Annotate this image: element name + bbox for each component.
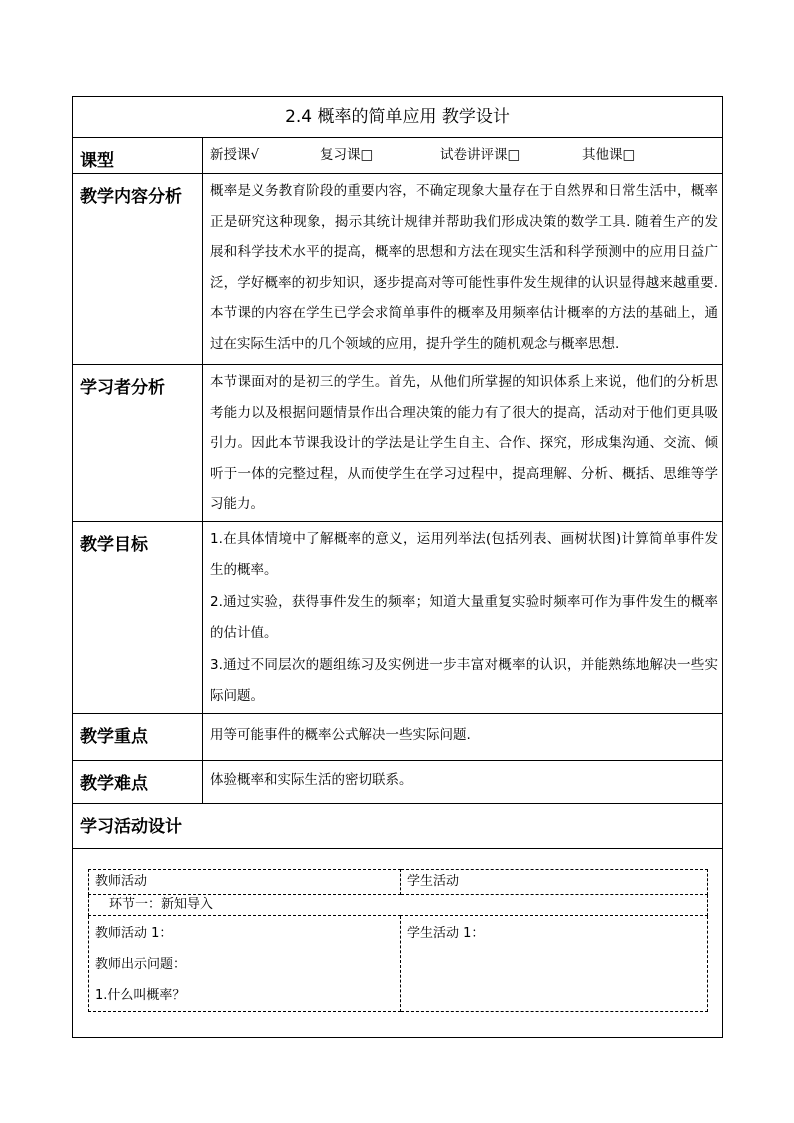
stage-label: 环节一：新知导入: [89, 895, 708, 916]
key-points-row: [73, 714, 723, 761]
content-analysis-text: 概率是义务教育阶段的重要内容，不确定现象大量存在于自然界和日常生活中，概率正是研究这种现象，揭示其统计规律并帮助我们形成决策的数学工具. 随着生产的发展和科学技术水平的提高，概率的思想和方法在现实生活和科学预测中的应用日益广泛，学好概率的初步知识，逐步提高对等可能性事件发生规律的认识显得越来越重要.本节课的内容在学生已学会求简单事件的概率及用频率估计概率的方法的基础上，通过在实际生活中的几个领域的应用，提升学生的随机观念与概率思想.: [203, 174, 723, 365]
activity-design-label: 学习活动设计: [73, 804, 723, 849]
course-type-label: 课型: [73, 138, 203, 174]
teacher-activity-line: 1.什么叫概率？: [95, 988, 186, 1003]
teacher-activity-header: 教师活动: [89, 870, 401, 895]
activity-design-header-row: [73, 804, 723, 849]
teacher-activity-cell: [89, 916, 401, 1012]
activity-table: [88, 869, 708, 1012]
learner-analysis-label: 学习者分析: [73, 365, 203, 522]
content-analysis-label: 教学内容分析: [73, 174, 203, 365]
course-type-row: [73, 138, 723, 174]
objectives-row: [73, 522, 723, 714]
objectives-list: [203, 522, 723, 714]
teacher-activity-line: 教师出示问题：: [95, 957, 187, 972]
document-title: 2.4 概率的简单应用 教学设计: [73, 97, 723, 138]
teacher-activity-title: 教师活动 1：: [95, 926, 173, 941]
difficulties-row: [73, 761, 723, 804]
objective-item: 3.通过不同层次的题组练习及实例进一步丰富对概率的认识，并能熟练地解决一些实际问题。: [210, 657, 718, 704]
learner-analysis-text: 本节课面对的是初三的学生。首先，从他们所掌握的知识体系上来说，他们的分析思考能力以及根据问题情景作出合理决策的能力有了很大的提高，活动对于他们更具吸引力。因此本节课我设计的学法是让学生自主、合作、探究，形成集沟通、交流、倾听于一体的完整过程，从而使学生在学习过程中，提高理解、分析、概括、思维等学习能力。: [203, 365, 723, 522]
student-activity-cell: [401, 916, 708, 1012]
course-type-exam-review: 试卷讲评课□: [440, 147, 521, 163]
difficulties-label: 教学难点: [73, 761, 203, 804]
content-analysis-row: [73, 174, 723, 365]
lesson-plan-table: [72, 96, 723, 1038]
course-type-other: 其他课□: [582, 147, 636, 163]
student-activity-title: 学生活动 1：: [407, 926, 485, 941]
objective-item: 1.在具体情境中了解概率的意义，运用列举法(包括列表、画树状图)计算简单事件发生的概率。: [210, 531, 718, 578]
course-type-new: 新授课√: [210, 147, 260, 163]
course-type-review: 复习课□: [320, 147, 374, 163]
activity-design-body-row: [73, 849, 723, 1038]
objective-item: 2.通过实验，获得事件发生的频率；知道大量重复实验时频率可作为事件发生的概率的估计值。: [210, 594, 718, 641]
key-points-label: 教学重点: [73, 714, 203, 761]
difficulties-text: 体验概率和实际生活的密切联系。: [203, 761, 723, 804]
key-points-text: 用等可能事件的概率公式解决一些实际问题.: [203, 714, 723, 761]
activity-design-body: [73, 849, 723, 1038]
student-activity-header: 学生活动: [401, 870, 708, 895]
course-type-options: [203, 138, 723, 174]
objectives-label: 教学目标: [73, 522, 203, 714]
learner-analysis-row: [73, 365, 723, 522]
lesson-plan-document: [72, 96, 722, 1038]
